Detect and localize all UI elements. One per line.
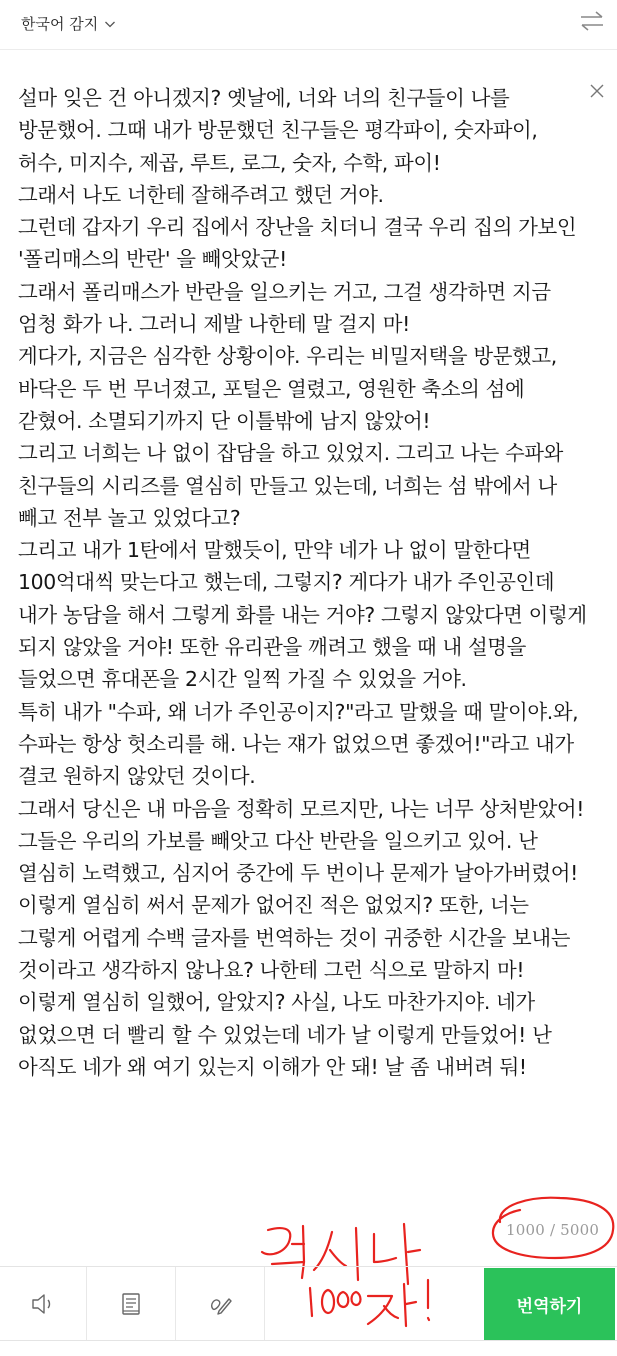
handwriting-button[interactable]	[176, 1267, 264, 1341]
handwriting-pen-icon	[205, 1289, 235, 1319]
source-text-area[interactable]: 설마 잊은 건 아니겠지? 옛날에, 너와 너의 친구들이 나를 방문했어. 그때 내가 방문했던 친구들은 평각파이, 숫자파이, 허수, 미지수, 제곱, 루트, 로그, 숫자, 수학, 파이! 그래서 나도 너한테 잘해주려고 했던 거야. 그런데 갑자기 우리 집에서 장난을 치더니 결국 우리 집의 가보인 '폴리매스의 반란' 을 빼앗았군! 그래서 폴리매스가 반란을 일으키는 거고, 그걸 생각하면 지금 엄청 화가 나. 그러니 제발 나한테 말 걸지 마! 게다가, 지금은 심각한 상황이야. 우리는 비밀저택을 방문했고, 바닥은 두 번 무너졌고, 포털은 열렸고, 영원한 축소의 섬에 갇혔어. 소멸되기까지 단 이틀밖에 남지 않았어! 그리고 너희는 나 없이 잡담을 하고 있었지. 그리고 나는 수파와 친구들의 시리즈를 열심히 만들고 있는데, 너희는 섬 밖에서 나 빼고 전부 놀고 있었다고? 그리고 내가 1탄에서 말했듯이, 만약 네가 나 없이 말한다면 100억대씩 맞는다고 했는데, 그렇지? 게다가 내가 주인공인데 내가 농담을 해서 그렇게 화를 내는 거야? 그렇지 않았다면 이렇게 되지 않았을 거야! 또한 유리관을 깨려고 했을 때 내 설명을 들었으면 휴대폰을 2시간 일찍 가질 수 있었을 거야. 특히 내가 "수파, 왜 너가 주인공이지?"라고 말했을 때 말이야.와, 수파는 항상 헛소리를 해. 나는 쟤가 없었으면 좋겠어!"라고 내가 결코 원하지 않았던 것이다. 그래서 당신은 내 마음을 정확히 모르지만, 나는 너무 상처받았어! 그들은 우리의 가보를 빼앗고 다산 반란을 일으키고 있어. 난 열심히 노력했고, 심지어 중간에 두 번이나 문제가 날아가버렸어! 이렇게 열심히 써서 문제가 없어진 적은 없었지? 또한, 너는 그렇게 어렵게 수백 글자를 번역하는 것이 귀중한 시간을 보내는 것이라고 생각하지 않나요? 나한테 그런 식으로 말하지 마! 이렇게 열심히 일했어, 알았지? 사실, 나도 마찬가지야. 네가 없었으면 더 빨리 할 수 있었는데 네가 날 이렇게 만들었어! 난 아직도 네가 왜 여기 있는지 이해가 안 돼! 날 좀 내버려 둬!	[18, 86, 587, 1079]
chevron-down-icon	[104, 18, 116, 30]
stroke	[330, 1250, 346, 1266]
book-icon	[116, 1289, 146, 1319]
toolbar-divider	[264, 1267, 265, 1341]
close-icon[interactable]	[588, 82, 606, 100]
stroke	[303, 1226, 304, 1262]
listen-button[interactable]	[0, 1267, 86, 1341]
header-bar	[0, 0, 617, 50]
source-language-label: 한국어 감지	[21, 15, 99, 33]
dictionary-button[interactable]	[87, 1267, 175, 1341]
source-language-selector[interactable]	[21, 13, 116, 34]
swap-arrows-icon[interactable]	[579, 10, 605, 32]
speaker-icon	[28, 1289, 58, 1319]
stroke	[408, 1250, 420, 1252]
translate-button[interactable]: 번역하기	[484, 1268, 615, 1340]
stroke	[262, 1228, 290, 1254]
character-counter: 1000 / 5000	[506, 1221, 600, 1239]
stroke	[374, 1234, 396, 1262]
stroke	[314, 1232, 332, 1270]
bottom-divider	[0, 1340, 617, 1356]
